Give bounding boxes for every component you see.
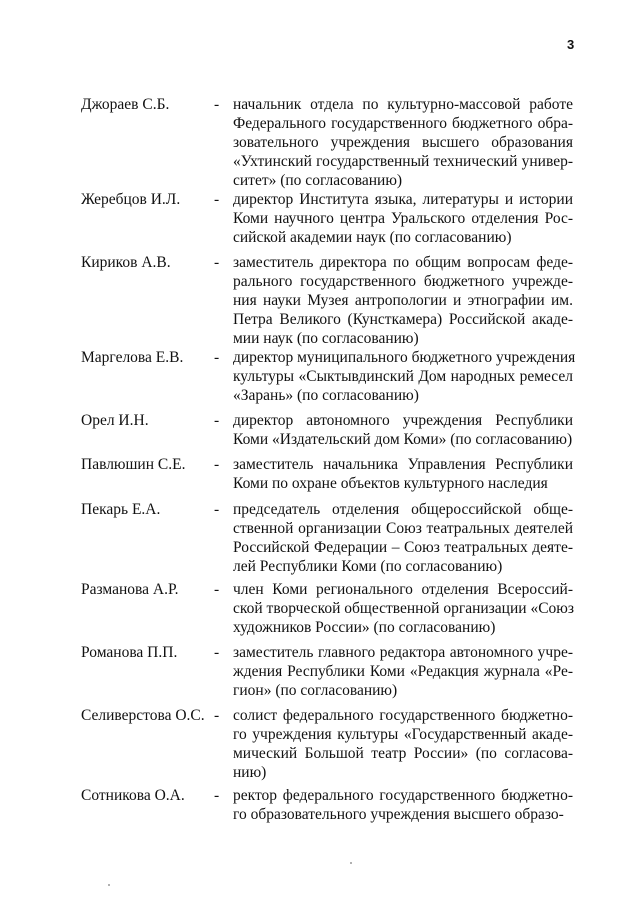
position-line: ственной организации Союз театральных деятелей [233, 520, 573, 537]
position-line: го учреждения культуры «Государственный акаде- [233, 726, 573, 743]
member-position [233, 411, 573, 449]
position-line: мии наук (по согласованию) [233, 330, 419, 347]
separator-dash: - [214, 191, 220, 208]
member-name: Разманова А.Р. [81, 581, 179, 598]
member-name: Маргелова Е.В. [81, 349, 184, 366]
separator-dash: - [214, 456, 220, 473]
page-number: 3 [567, 37, 575, 52]
position-line: ждения Республики Коми «Редакция журнала «Ре- [233, 663, 573, 680]
member-name: Джораев С.Б. [81, 96, 170, 113]
member-position [233, 253, 573, 348]
member-position [233, 190, 573, 247]
separator-dash: - [214, 96, 220, 113]
position-line: художников России» (по согласованию) [233, 619, 496, 636]
position-line: солист федерального государственного бюджетно- [233, 707, 573, 724]
member-name: Кириков А.В. [81, 254, 171, 271]
member-position [233, 706, 573, 782]
position-line: го образовательного учреждения высшего образо- [233, 806, 564, 823]
position-line: сийской академии наук (по согласованию) [233, 229, 512, 246]
position-line: заместитель директора по общим вопросам феде- [233, 254, 573, 271]
position-line: начальник отдела по культурно-массовой работе [233, 96, 573, 113]
position-line: «Зарань» (по согласованию) [233, 387, 419, 404]
member-name: Селиверстова О.С. [81, 707, 205, 724]
member-position [233, 500, 573, 576]
member-name: Павлюшин С.Е. [81, 456, 186, 473]
position-line: директор муниципального бюджетного учреждения [233, 349, 576, 366]
position-line: нию) [233, 764, 267, 781]
member-name: Орел И.Н. [81, 412, 149, 429]
position-line: Российской Федерации – Союз театральных деяте- [233, 539, 573, 556]
separator-dash: - [214, 644, 220, 661]
member-position [233, 348, 576, 405]
separator-dash: - [214, 787, 220, 804]
position-line: заместитель главного редактора автономного учре- [233, 644, 573, 661]
position-line: гион» (по согласованию) [233, 682, 398, 699]
member-name: Жеребцов И.Л. [81, 191, 181, 208]
member-position [233, 580, 573, 637]
member-position [233, 95, 573, 190]
position-line: Коми по охране объектов культурного наследия [233, 475, 548, 492]
separator-dash: - [214, 349, 220, 366]
position-line: Коми «Издательский дом Коми» (по согласованию) [233, 431, 573, 448]
position-line: культуры «Сыктывдинский Дом народных ремесел [233, 368, 573, 385]
position-line: ректор федерального государственного бюджетно- [233, 787, 573, 804]
separator-dash: - [214, 707, 220, 724]
position-line: директор Института языка, литературы и истории [233, 191, 573, 208]
position-line: ской творческой общественной организации «Союз [233, 600, 574, 617]
member-name: Романова П.П. [81, 644, 178, 661]
member-name: Сотникова О.А. [81, 787, 185, 804]
position-line: Петра Великого (Кунсткамера) Российской акаде- [233, 311, 573, 328]
position-line: «Ухтинский государственный технический универ- [233, 153, 573, 170]
member-name: Пекарь Е.А. [81, 501, 161, 518]
position-line: ситет» (по согласованию) [233, 172, 403, 189]
position-line: член Коми регионального отделения Всероссий- [233, 581, 573, 598]
scan-speck [108, 884, 110, 886]
separator-dash: - [214, 581, 220, 598]
position-line: Федерального государственного бюджетного обра- [233, 115, 573, 132]
position-line: директор автономного учреждения Республики [233, 412, 573, 429]
separator-dash: - [214, 254, 220, 271]
position-line: заместитель начальника Управления Республики [233, 456, 573, 473]
member-position [233, 786, 573, 824]
separator-dash: - [214, 501, 220, 518]
scan-speck [350, 862, 352, 864]
position-line: ния науки Музея антропологии и этнографии им. [233, 292, 573, 309]
member-position [233, 455, 573, 493]
separator-dash: - [214, 412, 220, 429]
position-line: зовательного учреждения высшего образования [233, 134, 573, 151]
position-line: председатель отделения общероссийской обще- [233, 501, 573, 518]
position-line: мический Большой театр России» (по согласова- [233, 745, 573, 762]
position-line: рального государственного бюджетного учрежде- [233, 273, 573, 290]
position-line: Коми научного центра Уральского отделения Рос- [233, 210, 573, 227]
member-position [233, 643, 573, 700]
position-line: лей Республики Коми (по согласованию) [233, 558, 503, 575]
